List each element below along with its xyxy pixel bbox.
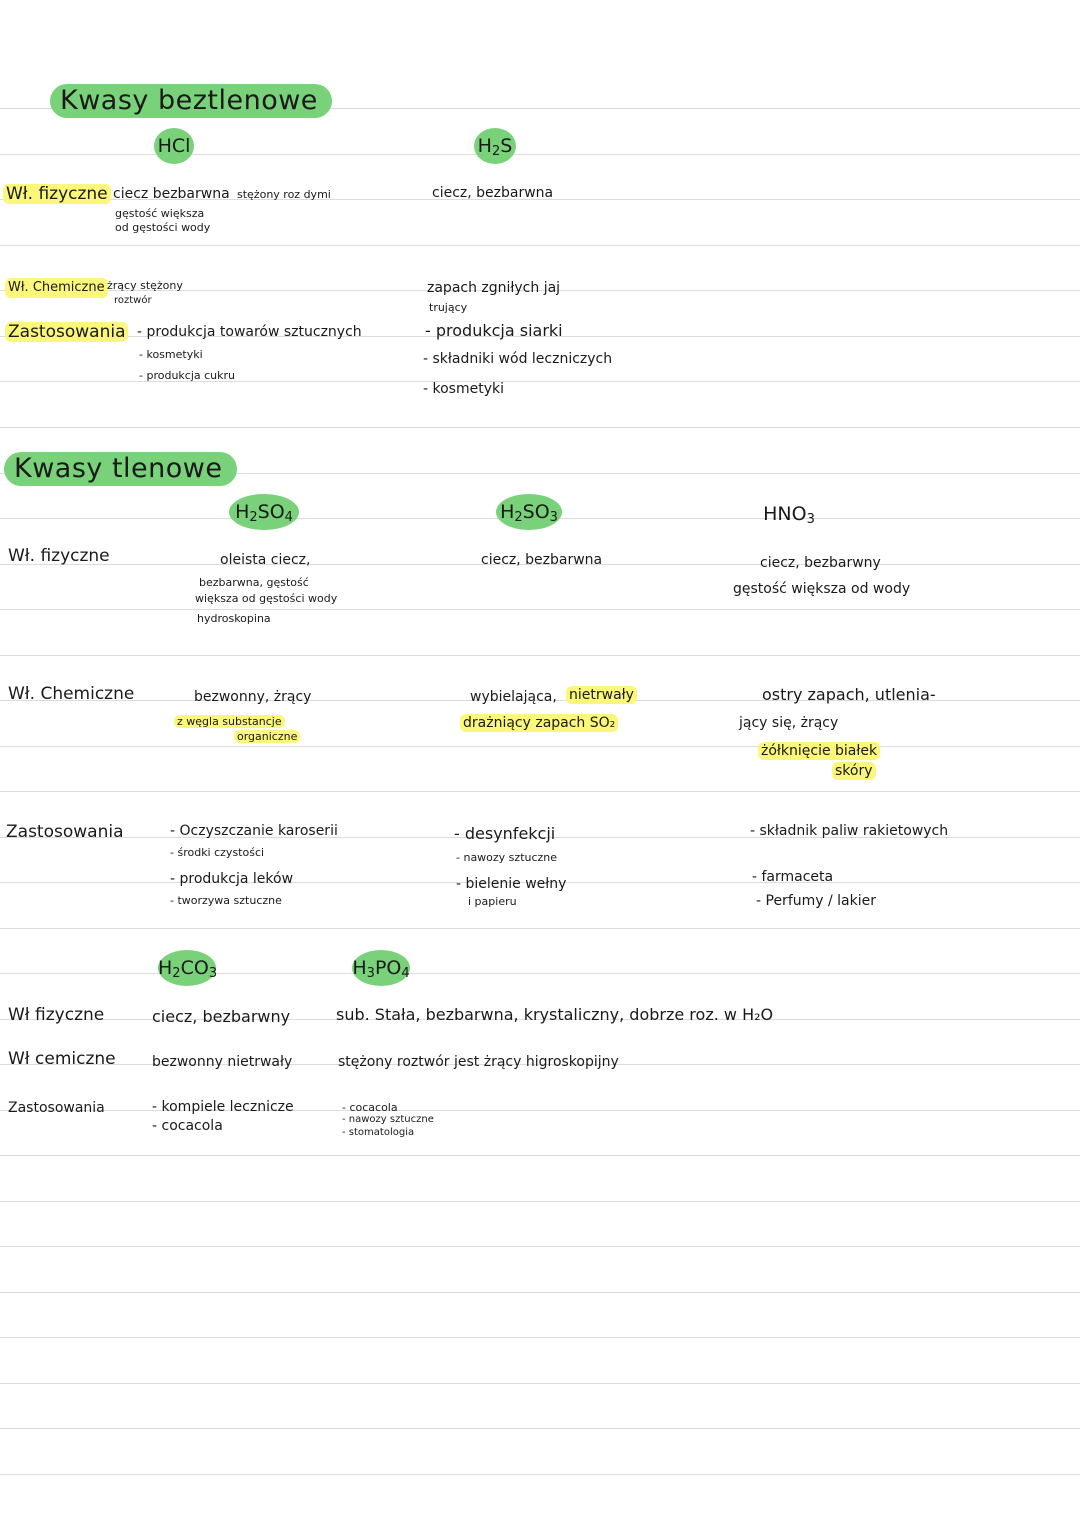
label-chemical-properties: Wł. Chemiczne [8, 684, 135, 704]
h3po4-use-item: - nawozy sztuczne [342, 1114, 434, 1125]
hno3-chemical-line: jący się, żrący [739, 715, 839, 731]
hno3-use-item: - farmaceta [752, 869, 834, 885]
hno3-physical-line: gęstość większa od wody [733, 581, 911, 597]
h2so3-use-item: - nawozy sztuczne [456, 851, 558, 864]
h2so4-physical-line: hydroskopina [197, 612, 271, 625]
hcl-physical-line: od gęstości wody [115, 221, 211, 234]
hno3-chemical-line: żółknięcie białek [758, 742, 880, 760]
h2s-physical-line: ciecz, bezbarwna [432, 185, 554, 201]
hno3-use-item: - składnik paliw rakietowych [750, 823, 949, 839]
h2so4-physical-line: oleista ciecz, [220, 552, 311, 568]
hcl-chemical-line: żrący stężony [107, 279, 183, 292]
section-title-oxygen-free-acids: Kwasy beztlenowe [50, 84, 332, 118]
hcl-chemical-line: roztwór [114, 295, 152, 306]
hcl-use-item: - kosmetyki [139, 348, 203, 361]
h3po4-use-item: - stomatologia [342, 1127, 415, 1138]
hcl-physical-line: stężony roz dymi [237, 188, 331, 201]
formula-hcl: HCl [154, 128, 194, 164]
h2so3-chemical-line: drażniący zapach SO₂ [460, 714, 618, 732]
h2so3-chemical-line: wybielająca, [470, 689, 557, 705]
h2so4-chemical-line: bezwonny, żrący [194, 689, 312, 705]
label-physical-properties: Wł. fizyczne [8, 546, 110, 566]
label-uses: Zastosowania [8, 1100, 105, 1116]
h2co3-chemical-line: bezwonny nietrwały [152, 1054, 293, 1070]
h2so4-chemical-line: organiczne [234, 730, 300, 743]
h2so4-use-item: - środki czystości [170, 846, 265, 859]
label-uses: Zastosowania [5, 322, 128, 342]
h2so4-chemical-line: z węgla substancje [174, 715, 285, 728]
h2s-use-item: - kosmetyki [423, 381, 504, 397]
h2so4-use-item: - Oczyszczanie karoserii [170, 823, 338, 839]
h2s-chemical-line: trujący [429, 301, 468, 314]
h2so3-chemical-line: nietrwały [566, 686, 637, 704]
h2s-use-item: - składniki wód leczniczych [423, 351, 613, 367]
h3po4-chemical-line: stężony roztwór jest żrący higroskopijny [338, 1054, 619, 1070]
formula-h2so4: $H_2SO_4$ [229, 494, 299, 530]
label-chemical-properties: Wł. Chemiczne [5, 278, 108, 298]
hcl-physical-line: ciecz bezbarwna [113, 186, 230, 202]
hno3-use-item: - Perfumy / lakier [756, 893, 876, 909]
label-physical-properties: Wł fizyczne [8, 1005, 105, 1025]
hcl-use-item: - produkcja towarów sztucznych [137, 324, 362, 340]
h2so3-physical-line: ciecz, bezbarwna [481, 552, 603, 568]
h3po4-use-item: - cocacola [342, 1101, 398, 1114]
h2so3-use-item: i papieru [468, 895, 517, 908]
h2s-use-item: - produkcja siarki [425, 321, 563, 340]
h2so4-physical-line: większa od gęstości wody [195, 592, 338, 605]
h2co3-use-item: - kompiele lecznicze [152, 1099, 294, 1115]
h2co3-physical-line: ciecz, bezbarwny [152, 1007, 291, 1026]
hcl-use-item: - produkcja cukru [139, 369, 236, 382]
section-title-oxygen-acids: Kwasy tlenowe [4, 452, 237, 486]
hcl-physical-line: gęstość większa [115, 207, 205, 220]
h2s-chemical-line: zapach zgniłych jaj [427, 280, 561, 296]
h2co3-use-item: - cocacola [152, 1118, 223, 1134]
h2so4-use-item: - produkcja leków [170, 871, 294, 887]
formula-hno3: $HNO_3$ [763, 503, 815, 527]
h2so4-use-item: - tworzywa sztuczne [170, 894, 282, 907]
label-chemical-properties: Wł cemiczne [8, 1049, 116, 1069]
formula-h2co3: $H_2CO_3$ [158, 950, 216, 986]
h2so4-physical-line: bezbarwna, gęstość [199, 576, 309, 589]
label-physical-properties: Wł. fizyczne [3, 184, 111, 204]
hno3-chemical-line: ostry zapach, utlenia- [762, 685, 936, 704]
hno3-chemical-line: skóry [832, 762, 876, 780]
hno3-physical-line: ciecz, bezbarwny [760, 555, 881, 571]
formula-h2s: $H_2S$ [474, 128, 516, 164]
h2so3-use-item: - desynfekcji [454, 824, 556, 843]
formula-h3po4: $H_3PO_4$ [352, 950, 410, 986]
h3po4-physical-line: sub. Stała, bezbarwna, krystaliczny, dobrze roz. w H₂O [336, 1005, 774, 1024]
label-uses: Zastosowania [6, 822, 124, 842]
formula-h2so3: $H_2SO_3$ [496, 494, 562, 530]
h2so3-use-item: - bielenie wełny [456, 876, 567, 892]
